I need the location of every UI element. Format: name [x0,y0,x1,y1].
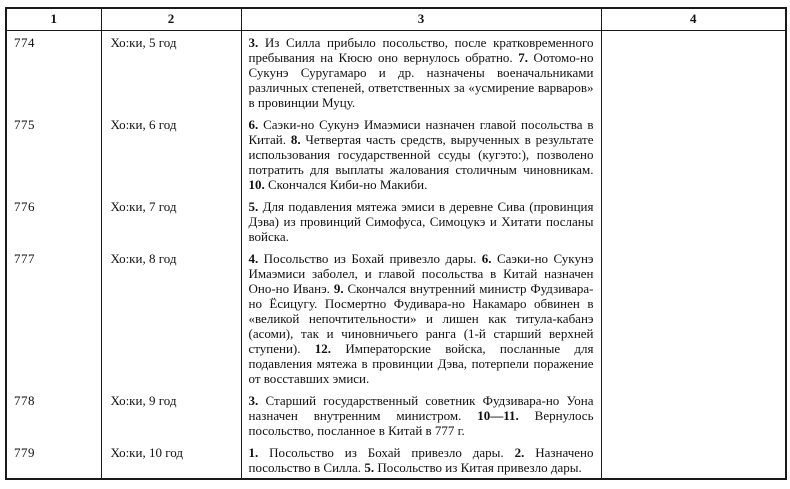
column-header: 3 [241,8,601,31]
notes-cell [601,195,786,247]
month-number: 3. [248,393,259,408]
table-body [6,31,786,480]
table-row [6,389,786,441]
events-cell: 1. Посольство из Бохай привезло дары. 2. Назначено посольство в Силла. 5. Посольство из Китая привезло дары. [241,441,601,479]
events-cell: 5. Для подавления мятежа эмиси в деревне Сива (провинция Дэва) из провинций Симофуса, Симоцукэ и Хитати посланы войска. [241,195,601,247]
month-number: 6. [248,117,259,132]
table-row [6,441,786,479]
table-row [6,31,786,114]
column-header: 4 [601,8,786,31]
month-number: 1. [248,445,259,460]
era-cell: Хо:ки, 6 год [101,113,241,195]
notes-cell [601,247,786,389]
year-cell: 777 [6,247,101,389]
notes-cell [601,389,786,441]
era-cell: Хо:ки, 9 год [101,389,241,441]
year-cell: 776 [6,195,101,247]
month-number: 7. [518,50,528,65]
month-number: 12. [314,341,332,356]
month-number: 10. [248,177,265,192]
era-cell: Хо:ки, 8 год [101,247,241,389]
events-cell: 4. Посольство из Бохай привезло дары. 6. Саэки-но Сукунэ Имаэмиси заболел, и главой посольства в Китай назначен Оно-но Иванэ. 9. Скончался внутренний министр Фудзивара-но Ёсицугу. Посмертно Фудивара-но Накамаро обвинен в «великой непочтительности» и лишен как титула-кабанэ (асоми), так и чиновничьего ранга (1-й старший верхней ступени). 12. Императорские войска, посланные для подавления мятежа в провинции Дэва, потерпели поражение от восставших эмиси. [241,247,601,389]
events-cell: 3. Из Силла прибыло посольство, после кратковременного пребывания на Кюсю оно вернулось обратно. 7. Оотомо-но Сукунэ Суругамаро и др. назначены военачальниками различных степеней, ответственных за «усмирение варваров» в провинции Муцу. [241,31,601,114]
month-number: 10—11. [477,408,519,423]
notes-cell [601,31,786,114]
table-row [6,247,786,389]
month-number: 6. [481,251,492,266]
notes-cell [601,441,786,479]
year-cell: 775 [6,113,101,195]
month-number: 2. [514,445,525,460]
month-number: 4. [248,251,259,266]
events-cell: 3. Старший государственный советник Фудзивара-но Уона назначен внутренним министром. 10—11. Вернулось посольство, посланное в Китай в 777 г. [241,389,601,441]
era-cell: Хо:ки, 5 год [101,31,241,114]
column-header: 1 [6,8,101,31]
header-row [6,8,786,31]
year-cell: 779 [6,441,101,479]
table-row [6,113,786,195]
era-cell: Хо:ки, 10 год [101,441,241,479]
events-cell: 6. Саэки-но Сукунэ Имаэмиси назначен главой посольства в Китай. 8. Четвертая часть средств, вырученных в результате использования государственной ссуды (кугэто:), позволено потратить для выплаты жалования столичным чиновникам. 10. Скончался Киби-но Макиби. [241,113,601,195]
month-number: 5. [364,460,375,475]
year-cell: 778 [6,389,101,441]
table-row [6,195,786,247]
month-number: 8. [290,132,301,147]
year-cell: 774 [6,31,101,114]
month-number: 3. [248,35,259,50]
month-number: 5. [248,199,259,214]
column-header: 2 [101,8,241,31]
month-number: 9. [333,281,344,296]
era-cell: Хо:ки, 7 год [101,195,241,247]
chronology-table [5,7,787,480]
notes-cell [601,113,786,195]
